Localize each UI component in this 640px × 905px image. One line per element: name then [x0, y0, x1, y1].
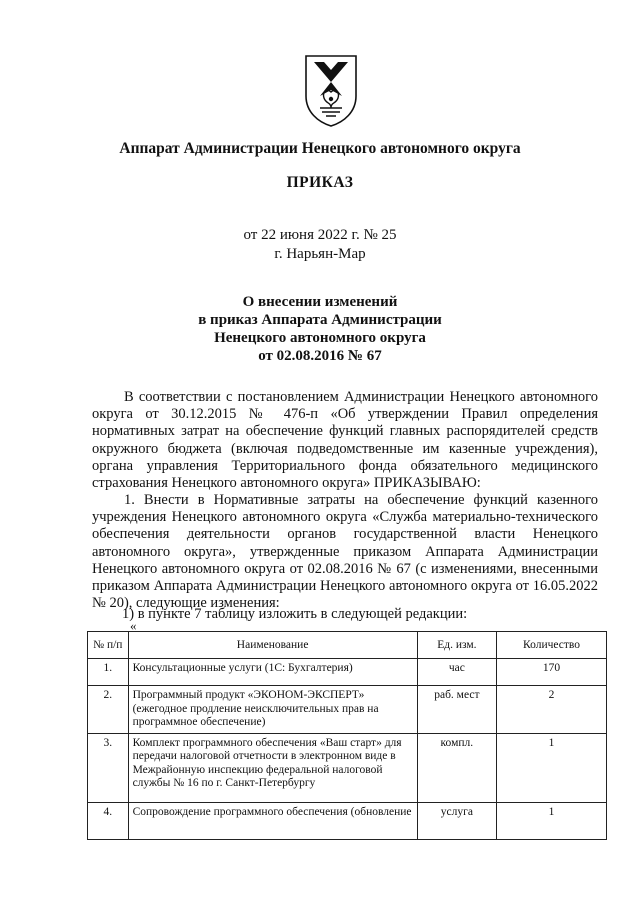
row-num: 2.	[88, 686, 129, 734]
row-name: Комплект программного обеспечения «Ваш старт» для передачи налоговой отчетности в электронном виде в Межрайонную инспекцию федеральной налоговой службы № 16 по г. Санкт-Петербургу	[128, 733, 417, 802]
table-row	[88, 802, 607, 839]
opening-quote: «	[130, 618, 137, 633]
order-subject	[0, 293, 640, 365]
header-unit: Ед. изм.	[417, 632, 496, 659]
row-qty: 1	[497, 802, 607, 839]
row-unit: час	[417, 659, 496, 686]
table-row	[88, 733, 607, 802]
header-qty: Количество	[497, 632, 607, 659]
subject-line: О внесении изменений	[242, 294, 398, 310]
header-name: Наименование	[128, 632, 417, 659]
subject-line: Ненецкого автономного округа	[214, 330, 426, 346]
row-qty: 2	[497, 686, 607, 734]
item-1-paragraph: 1. Внести в Нормативные затраты на обеспечение функций казенного учреждения Ненецкого автономного округа «Служба материально-технического обеспечения деятельности органов государственной власти Ненецкого автономного округа», утвержденные приказом Аппарата Администрации Ненецкого автономного округа от 02.08.2016 № 67 (с изменениями, внесенными приказом Аппарата Администрации Ненецкого автономного округа от 16.05.2022 № 20), следующие изменения:	[92, 492, 598, 612]
row-name: Программный продукт «ЭКОНОМ-ЭКСПЕРТ» (ежегодное продление неисключительных прав на программное обеспечение)	[128, 686, 417, 734]
preamble-paragraph: В соответствии с постановлением Администрации Ненецкого автономного округа от 30.12.2015 № 476-п «Об утверждении Правил определения нормативных затрат на обеспечение функций главных распорядителей средств окружного бюджета (включая подведомственные им казенные учреждения), органа управления Территориального фонда обязательного медицинского страхования Ненецкого автономного округа» ПРИКАЗЫВАЮ:	[92, 389, 598, 492]
document-type-heading: ПРИКАЗ	[286, 174, 354, 191]
subitem-1-paragraph: 1) в пункте 7 таблицу изложить в следующей редакции:	[122, 606, 468, 622]
organization-title: Аппарат Администрации Ненецкого автономного округа	[119, 140, 521, 157]
row-num: 1.	[88, 659, 129, 686]
subject-line: в приказ Аппарата Администрации	[198, 312, 442, 328]
subject-line: от 02.08.2016 № 67	[258, 348, 382, 364]
norms-table	[87, 631, 607, 840]
row-unit: раб. мест	[417, 686, 496, 734]
row-unit: компл.	[417, 733, 496, 802]
row-qty: 170	[497, 659, 607, 686]
row-num: 3.	[88, 733, 129, 802]
order-date-number: от 22 июня 2022 г. № 25	[243, 227, 397, 243]
table-header-row	[88, 632, 607, 659]
order-city: г. Нарьян-Мар	[274, 246, 366, 262]
coat-of-arms-emblem	[300, 52, 362, 128]
row-name: Сопровождение программного обеспечения (обновление	[128, 802, 417, 839]
header-num: № п/п	[88, 632, 129, 659]
table-row	[88, 686, 607, 734]
row-qty: 1	[497, 733, 607, 802]
table-row	[88, 659, 607, 686]
row-num: 4.	[88, 802, 129, 839]
row-unit: услуга	[417, 802, 496, 839]
row-name: Консультационные услуги (1С: Бухгалтерия)	[128, 659, 417, 686]
